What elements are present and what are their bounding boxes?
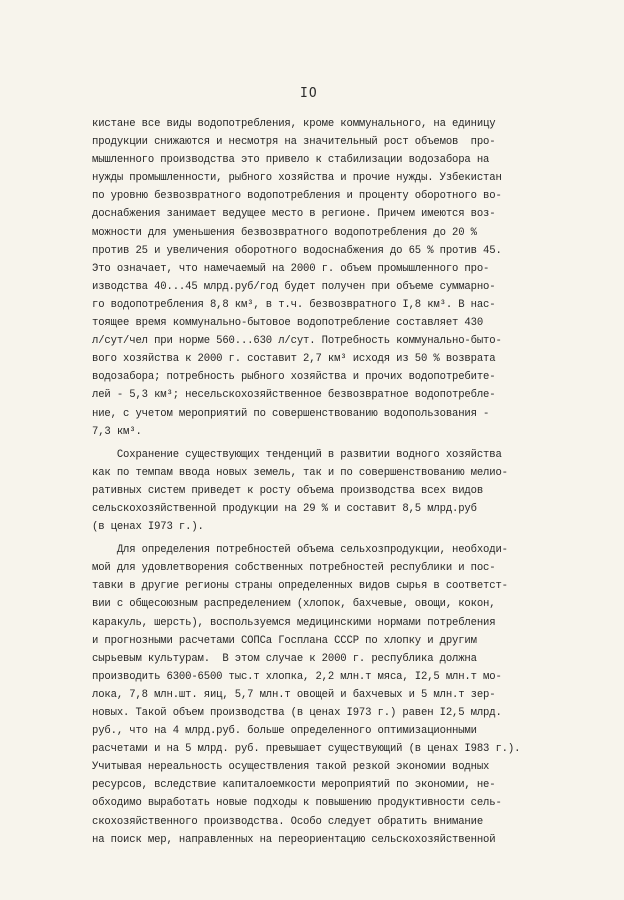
text-line: вии с общесоюзным распределением (хлопок, бахчевые, овощи, кокон, bbox=[92, 598, 496, 611]
text-line: сырьевым культурам. В этом случае к 2000 г. республика должна bbox=[92, 652, 477, 665]
text-line: доснабжения занимает ведущее место в регионе. Причем имеются воз- bbox=[92, 208, 496, 221]
text-line: Учитывая нереальность осуществления такой резкой экономии водных bbox=[92, 761, 490, 774]
text-line: водозабора; потребность рыбного хозяйства и прочих водопотребите- bbox=[92, 371, 496, 384]
page-number: IO bbox=[300, 86, 318, 101]
text-line: мышленного производства это привело к стабилизации водозабора на bbox=[92, 154, 490, 167]
text-line: нужды промышленности, рыбного хозяйства и прочие нужды. Узбекистан bbox=[92, 172, 502, 185]
text-line: каракуль, шерсть), воспользуемся медицинскими нормами потребления bbox=[92, 616, 496, 629]
text-line: тавки в другие регионы страны определенных видов сырья в соответст- bbox=[92, 580, 508, 593]
text-line: Это означает, что намечаемый на 2000 г. объем промышленного про- bbox=[92, 262, 490, 275]
text-line: лей - 5,3 км³; несельскохозяйственное безвозвратное водопотребле- bbox=[92, 389, 496, 402]
text-line: ративных систем приведет к росту объема производства всех видов bbox=[92, 484, 484, 497]
text-line: сельскохозяйственной продукции на 29 % и составит 8,5 млрд.руб bbox=[92, 502, 477, 515]
text-line: изводства 40...45 млрд.руб/год будет получен при объеме суммарно- bbox=[92, 280, 496, 293]
text-line: кистане все виды водопотребления, кроме коммунального, на единицу bbox=[92, 118, 496, 130]
text-line: руб., что на 4 млрд.руб. больше определенного оптимизационными bbox=[92, 725, 477, 738]
paragraph bbox=[92, 541, 562, 849]
text-line: скохозяйственного производства. Особо следует обратить внимание bbox=[92, 815, 484, 828]
paragraph bbox=[92, 115, 562, 441]
text-line: Сохранение существующих тенденций в развитии водного хозяйства bbox=[92, 448, 502, 461]
text-line: новых. Такой объем производства (в ценах I973 г.) равен I2,5 млрд. bbox=[92, 707, 502, 719]
text-line: расчетами и на 5 млрд. руб. превышает существующий (в ценах I983 г.). bbox=[92, 743, 521, 756]
text-line: на поиск мер, направленных на переориентацию сельскохозяйственной bbox=[92, 833, 496, 846]
text-line: обходимо выработать новые подходы к повышению продуктивности сель- bbox=[92, 797, 502, 810]
text-line: л/сут/чел при норме 560...630 л/сут. Потребность коммунально-быто- bbox=[92, 335, 502, 348]
text-line: против 25 и увеличения оборотного водоснабжения до 65 % против 45. bbox=[92, 244, 502, 257]
text-line: и прогнозными расчетами СОПСа Госплана СССР по хлопку и другим bbox=[92, 634, 477, 647]
text-line: ресурсов, вследствие капиталоемкости мероприятий по экономии, не- bbox=[92, 779, 496, 792]
text-line: вого хозяйства к 2000 г. составит 2,7 км³ исходя из 50 % возврата bbox=[92, 353, 496, 366]
body-text bbox=[92, 115, 562, 849]
text-line: го водопотребления 8,8 км³, в т.ч. безвозвратного I,8 км³. В нас- bbox=[92, 298, 496, 311]
text-line: ние, с учетом мероприятий по совершенствованию водопользования - bbox=[92, 407, 490, 420]
text-line: по уровню безвозвратного водопотребления и проценту оборотного во- bbox=[92, 190, 502, 203]
text-line: можности для уменьшения безвозвратного водопотребления до 20 % bbox=[92, 226, 477, 239]
text-line: тоящее время коммунально-бытовое водопотребление составляет 430 bbox=[92, 317, 484, 330]
text-line: мой для удовлетворения собственных потребностей республики и пос- bbox=[92, 562, 496, 575]
text-line: как по темпам ввода новых земель, так и по совершенствованию мелио- bbox=[92, 466, 508, 479]
text-line: Для определения потребностей объема сельхозпродукции, необходи- bbox=[92, 544, 508, 557]
text-line: 7,3 км³. bbox=[92, 425, 142, 438]
text-line: продукции снижаются и несмотря на значительный рост объемов про- bbox=[92, 136, 496, 149]
paragraph bbox=[92, 446, 562, 536]
text-line: производить 6300-6500 тыс.т хлопка, 2,2 млн.т мяса, I2,5 млн.т мо- bbox=[92, 670, 502, 683]
text-line: (в ценах I973 г.). bbox=[92, 521, 204, 534]
text-line: лока, 7,8 млн.шт. яиц, 5,7 млн.т овощей и бахчевых и 5 млн.т зер- bbox=[92, 688, 496, 701]
